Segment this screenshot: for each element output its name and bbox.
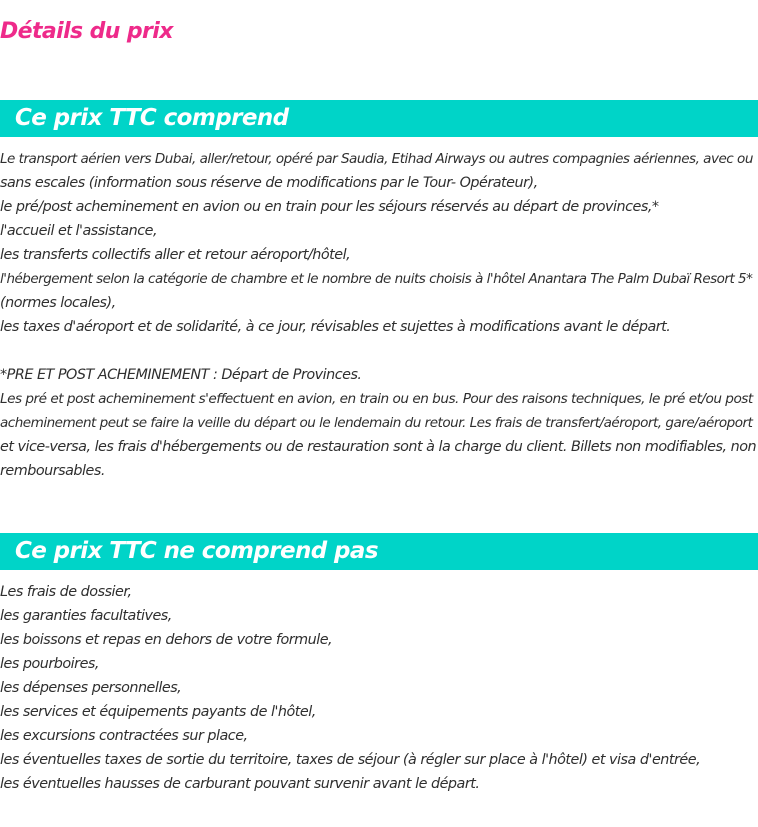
includes-line: l'accueil et l'assistance, [0,223,158,239]
excludes-line: les pourboires, [0,656,99,672]
page-title: Détails du prix [0,19,173,44]
excludes-line: les éventuelles taxes de sortie du territoire, taxes de séjour (à régler sur place à l'hôtel) et visa d'entrée, [0,752,701,768]
note-line: Les pré et post acheminement s'effectuent en avion, en train ou en bus. Pour des raisons techniques, le pré et/ou post [0,391,753,407]
excludes-line: les excursions contractées sur place, [0,728,248,744]
excludes-line: les garanties facultatives, [0,608,172,624]
includes-line: l'hébergement selon la catégorie de chambre et le nombre de nuits choisis à l'hôtel Anantara The Palm Dubaï Resort 5* [0,271,753,287]
excludes-line: Les frais de dossier, [0,584,132,600]
includes-line: le pré/post acheminement en avion ou en train pour les séjours réservés au départ de provinces,* [0,199,659,215]
includes-line: les taxes d'aéroport et de solidarité, à ce jour, révisables et sujettes à modifications avant le départ. [0,319,671,335]
pre-post-note [0,363,758,483]
includes-line: les transferts collectifs aller et retour aéroport/hôtel, [0,247,351,263]
excludes-line: les dépenses personnelles, [0,680,182,696]
note-line: et vice-versa, les frais d'hébergements ou de restauration sont à la charge du client. Billets non modifiables, non [0,439,757,455]
excludes-line: les éventuelles hausses de carburant pouvant survenir avant le départ. [0,776,480,792]
includes-list [0,147,758,339]
includes-line: Le transport aérien vers Dubai, aller/retour, opéré par Saudia, Etihad Airways ou autres compagnies aériennes, avec ou [0,151,753,167]
excludes-list [0,580,758,796]
note-heading: *PRE ET POST ACHEMINEMENT : Départ de Provinces. [0,367,362,383]
includes-line: (normes locales), [0,295,116,311]
includes-heading: Ce prix TTC comprend [0,100,758,137]
note-line: remboursables. [0,463,105,479]
note-line: acheminement peut se faire la veille du départ ou le lendemain du retour. Les frais de transfert/aéroport, gare/aéroport [0,415,753,431]
includes-line: sans escales (information sous réserve de modifications par le Tour- Opérateur), [0,175,538,191]
excludes-line: les services et équipements payants de l'hôtel, [0,704,316,720]
excludes-heading: Ce prix TTC ne comprend pas [0,533,758,570]
excludes-line: les boissons et repas en dehors de votre formule, [0,632,333,648]
